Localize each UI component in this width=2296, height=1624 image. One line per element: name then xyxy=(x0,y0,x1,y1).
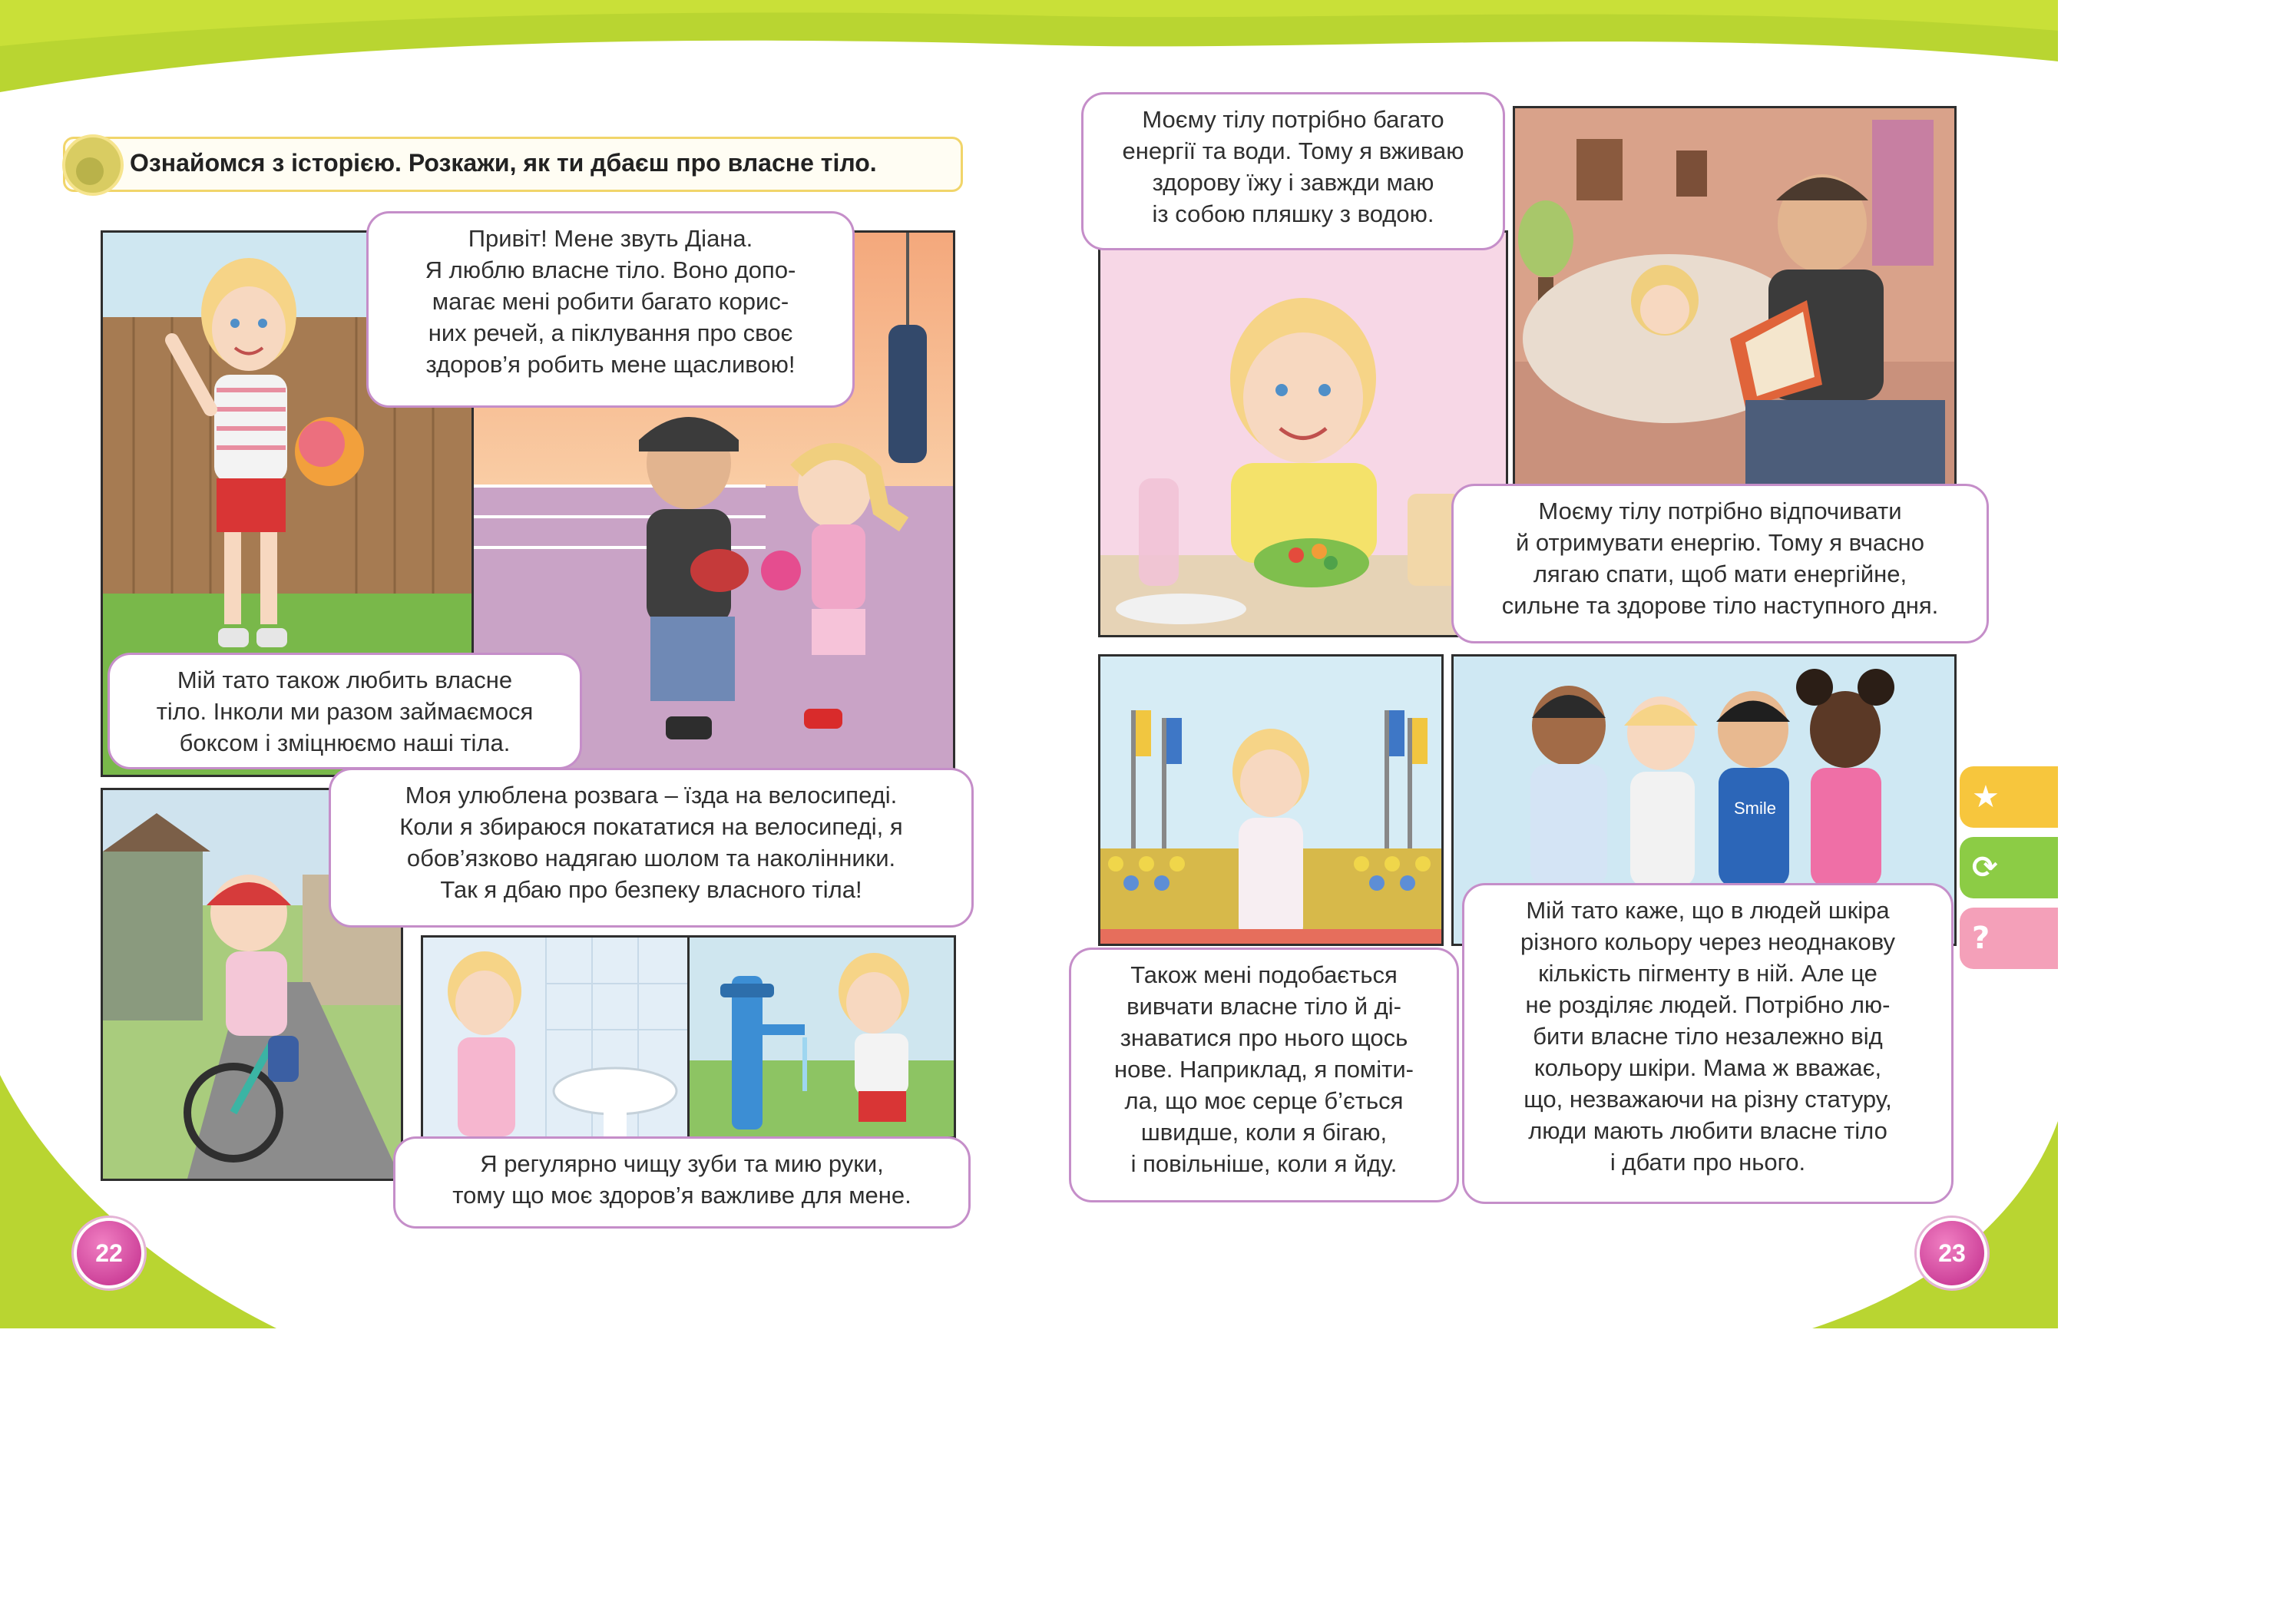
instruction-text: Ознайомся з історією. Розкажи, як ти дбаєш про власне тіло. xyxy=(130,149,877,177)
bubble-heart: Також мені подобається вивчати власне тіло й ді- знаватися про нього щось нове. Наприклад, я поміти- ла, що моє серце б’ється швидше, коли я бігаю, і повільніше, коли я йду. xyxy=(1069,948,1459,1202)
panel-food xyxy=(1098,230,1508,637)
acorn-icon xyxy=(62,134,124,196)
side-tab-refresh[interactable] xyxy=(1960,837,2058,898)
bubble-food: Моєму тілу потрібно багато енергії та води. Тому я вживаю здорову їжу і завжди маю із собою пляшку з водою. xyxy=(1081,92,1505,250)
stadium-heartbeat-illustration xyxy=(1100,657,1441,944)
instruction-box xyxy=(63,137,963,192)
panel-bedtime xyxy=(1513,106,1957,490)
side-tab-question[interactable] xyxy=(1960,908,2058,969)
bubble-bike: Моя улюблена розвага – їзда на велосипеді. Коли я збираюся покататися на велосипеді, я обов’язково надягаю шолом та наколінники. Так я дбаю про безпеку власного тіла! xyxy=(329,768,974,928)
side-tab-star[interactable] xyxy=(1960,766,2058,828)
teeth-brushing-illustration xyxy=(423,938,687,1136)
star-icon: ★ xyxy=(1972,779,2000,815)
panel-teeth xyxy=(421,935,690,1139)
bubble-skin: Мій тато каже, що в людей шкіра різного кольору через неоднакову кількість пігменту в ній. Але це не розділяє людей. Потрібно лю- бити власне тіло незалежно від кольору шкіри. Мама ж вважає, що, незважаючи на різну статуру, люди мають любити власне тіло і дбати про нього. xyxy=(1462,883,1954,1204)
panel-stadium xyxy=(1098,654,1444,946)
bubble-intro: Привіт! Мене звуть Діана. Я люблю власне тіло. Воно допо- магає мені робити багато корис- них речей, а піклування про своє здоров’я робить мене щасливою! xyxy=(366,211,855,408)
green-header-wave xyxy=(0,0,2058,100)
bubble-sleep: Моєму тілу потрібно відпочивати й отримувати енергію. Тому я вчасно лягаю спати, щоб мати енергійне, сильне та здорове тіло наступного дня. xyxy=(1451,484,1989,643)
shirt-text: Smile xyxy=(1734,799,1777,818)
bubble-boxing: Мій тато також любить власне тіло. Інколи ми разом займаємося боксом і зміцнюємо наші тіла. xyxy=(108,653,582,769)
page-number-right: 23 xyxy=(1917,1218,1987,1288)
question-icon: ? xyxy=(1972,921,1990,956)
refresh-icon: ⟳ xyxy=(1972,850,1998,885)
page-number-left: 22 xyxy=(74,1218,144,1288)
bedtime-reading-illustration xyxy=(1515,108,1954,488)
healthy-food-illustration xyxy=(1100,233,1506,635)
bubble-hygiene: Я регулярно чищу зуби та мию руки, тому що моє здоров’я важливе для мене. xyxy=(393,1136,971,1229)
hand-washing-illustration xyxy=(690,938,954,1136)
panel-handwash xyxy=(690,935,956,1139)
